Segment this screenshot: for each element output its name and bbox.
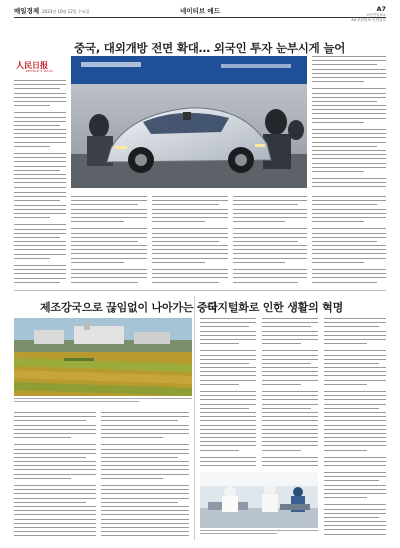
issue-date: 2023년 10월 12일 수요일 [42,9,90,14]
factory-field-photo [14,318,192,396]
paper-name-text: 매일경제 [14,7,40,15]
lab-workers-photo [200,472,318,528]
article3-body-col3 [324,318,386,468]
lab-workers-illustration [200,472,318,528]
article1-body-col1 [14,80,66,188]
article1-body-col2 [71,196,147,284]
partner-line-1: <인민일보> [366,13,386,17]
partner-line-2: Ad·조선일보·인민일보 [351,17,386,22]
logo-subtext: PEOPLE'S DAILY [26,69,54,73]
car-expo-photo [71,56,307,188]
article2-body-col1 [14,412,96,538]
article1-body-col5 [312,196,386,284]
car-expo-illustration [71,56,307,188]
page-number: A7 [376,5,386,13]
headline-foreign-investment: 중국, 대외개방 전면 확대… 외국인 투자 눈부시게 늘어 [74,41,346,55]
article3-body-col1 [200,318,256,468]
article1-body-col3 [152,196,228,284]
factory-field-illustration [14,318,192,396]
header-rule [14,17,386,18]
article3-body-col3b [324,472,386,538]
article2-body-col2 [101,412,189,538]
article1-body-col4 [312,56,386,188]
section-divider [14,290,386,291]
headline-digital-life: 디지털화로 인한 생활의 혁명 [207,301,343,314]
article1-body-col4b [233,196,307,284]
column-divider [194,296,195,540]
peoples-daily-logo [16,60,66,72]
article1-body-col1b [14,192,66,284]
section-name: 네이티브 애드 [180,7,220,15]
logo-mark: 人民日报 [16,60,48,70]
page-number-block [351,5,386,22]
headline-manufacturing: 제조강국으로 끊임없이 나아가는 중국 [40,301,218,314]
article3-body-col2 [262,318,318,468]
lab-photo-caption [200,530,318,540]
factory-photo-caption [14,398,192,408]
